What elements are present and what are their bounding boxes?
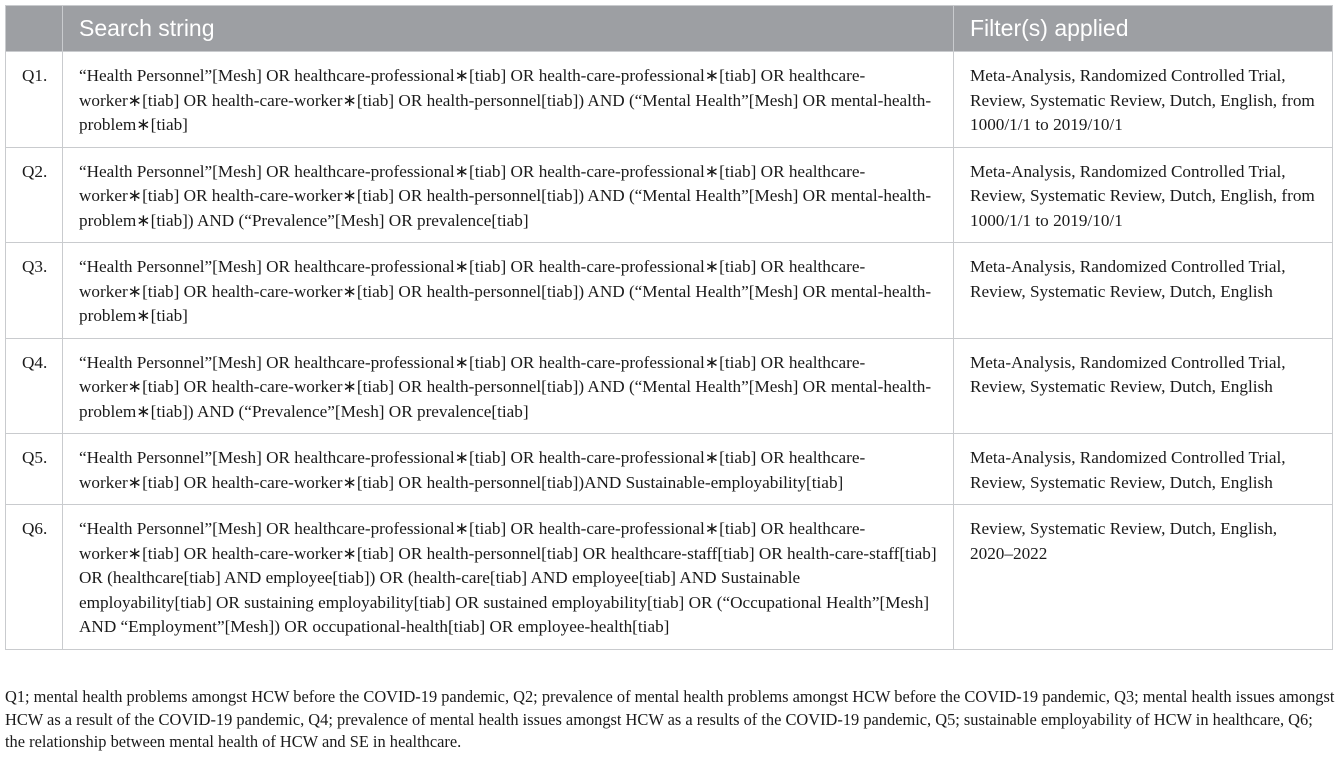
search-string-cell: “Health Personnel”[Mesh] OR healthcare-professional∗[tiab] OR health-care-professional∗[tiab] OR healthcare-worker∗[tiab] OR health-care-worker∗[tiab] OR health-personnel[tiab] OR healthcare-staff[tiab] OR health-care-staff[tiab] OR (healthcare[tiab] AND employee[tiab]) OR (health-care[tiab] AND employee[tiab] AND Sustainable employability[tiab] OR sustaining employability[tiab] OR sustained employability[tiab] OR (“Occupational Health”[Mesh] AND “Employment”[Mesh]) OR occupational-health[tiab] OR employee-health[tiab]	[63, 505, 954, 650]
filters-cell: Meta-Analysis, Randomized Controlled Trial, Review, Systematic Review, Dutch, English, from 1000/1/1 to 2019/10/1	[954, 147, 1333, 243]
search-string-cell: “Health Personnel”[Mesh] OR healthcare-professional∗[tiab] OR health-care-professional∗[tiab] OR healthcare-worker∗[tiab] OR health-care-worker∗[tiab] OR health-personnel[tiab]) AND (“Mental Health”[Mesh] OR mental-health-problem∗[tiab]	[63, 52, 954, 148]
table-row	[6, 147, 1333, 243]
header-filters-applied: Filter(s) applied	[954, 6, 1333, 52]
query-id-cell: Q2.	[6, 147, 63, 243]
table-row	[6, 243, 1333, 339]
search-string-cell: “Health Personnel”[Mesh] OR healthcare-professional∗[tiab] OR health-care-professional∗[tiab] OR healthcare-worker∗[tiab] OR health-care-worker∗[tiab] OR health-personnel[tiab]) AND (“Mental Health”[Mesh] OR mental-health-problem∗[tiab]) AND (“Prevalence”[Mesh] OR prevalence[tiab]	[63, 147, 954, 243]
query-id-cell: Q5.	[6, 434, 63, 505]
table-header-row	[6, 6, 1333, 52]
filters-cell: Meta-Analysis, Randomized Controlled Trial, Review, Systematic Review, Dutch, English	[954, 338, 1333, 434]
table-row	[6, 505, 1333, 650]
header-query-id	[6, 6, 63, 52]
query-id-cell: Q6.	[6, 505, 63, 650]
filters-cell: Review, Systematic Review, Dutch, English, 2020–2022	[954, 505, 1333, 650]
table-footnote: Q1; mental health problems amongst HCW before the COVID-19 pandemic, Q2; prevalence of mental health problems amongst HCW before the COVID-19 pandemic, Q3; mental health issues amongst HCW as a result of the COVID-19 pandemic, Q4; prevalence of mental health issues amongst HCW as a results of the COVID-19 pandemic, Q5; sustainable employability of HCW in healthcare, Q6; the relationship between mental health of HCW and SE in healthcare.	[5, 687, 1335, 751]
filters-cell: Meta-Analysis, Randomized Controlled Trial, Review, Systematic Review, Dutch, English, from 1000/1/1 to 2019/10/1	[954, 52, 1333, 148]
filters-cell: Meta-Analysis, Randomized Controlled Trial, Review, Systematic Review, Dutch, English	[954, 434, 1333, 505]
search-strings-table	[5, 5, 1333, 650]
search-strings-table-container	[5, 5, 1332, 650]
search-string-cell: “Health Personnel”[Mesh] OR healthcare-professional∗[tiab] OR health-care-professional∗[tiab] OR healthcare-worker∗[tiab] OR health-care-worker∗[tiab] OR health-personnel[tiab])AND Sustainable-employability[tiab]	[63, 434, 954, 505]
filters-cell: Meta-Analysis, Randomized Controlled Trial, Review, Systematic Review, Dutch, English	[954, 243, 1333, 339]
search-string-cell: “Health Personnel”[Mesh] OR healthcare-professional∗[tiab] OR health-care-professional∗[tiab] OR healthcare-worker∗[tiab] OR health-care-worker∗[tiab] OR health-personnel[tiab]) AND (“Mental Health”[Mesh] OR mental-health-problem∗[tiab]) AND (“Prevalence”[Mesh] OR prevalence[tiab]	[63, 338, 954, 434]
header-search-string: Search string	[63, 6, 954, 52]
table-row	[6, 338, 1333, 434]
query-id-cell: Q4.	[6, 338, 63, 434]
search-string-cell: “Health Personnel”[Mesh] OR healthcare-professional∗[tiab] OR health-care-professional∗[tiab] OR healthcare-worker∗[tiab] OR health-care-worker∗[tiab] OR health-personnel[tiab]) AND (“Mental Health”[Mesh] OR mental-health-problem∗[tiab]	[63, 243, 954, 339]
table-row	[6, 52, 1333, 148]
query-id-cell: Q1.	[6, 52, 63, 148]
table-row	[6, 434, 1333, 505]
query-id-cell: Q3.	[6, 243, 63, 339]
